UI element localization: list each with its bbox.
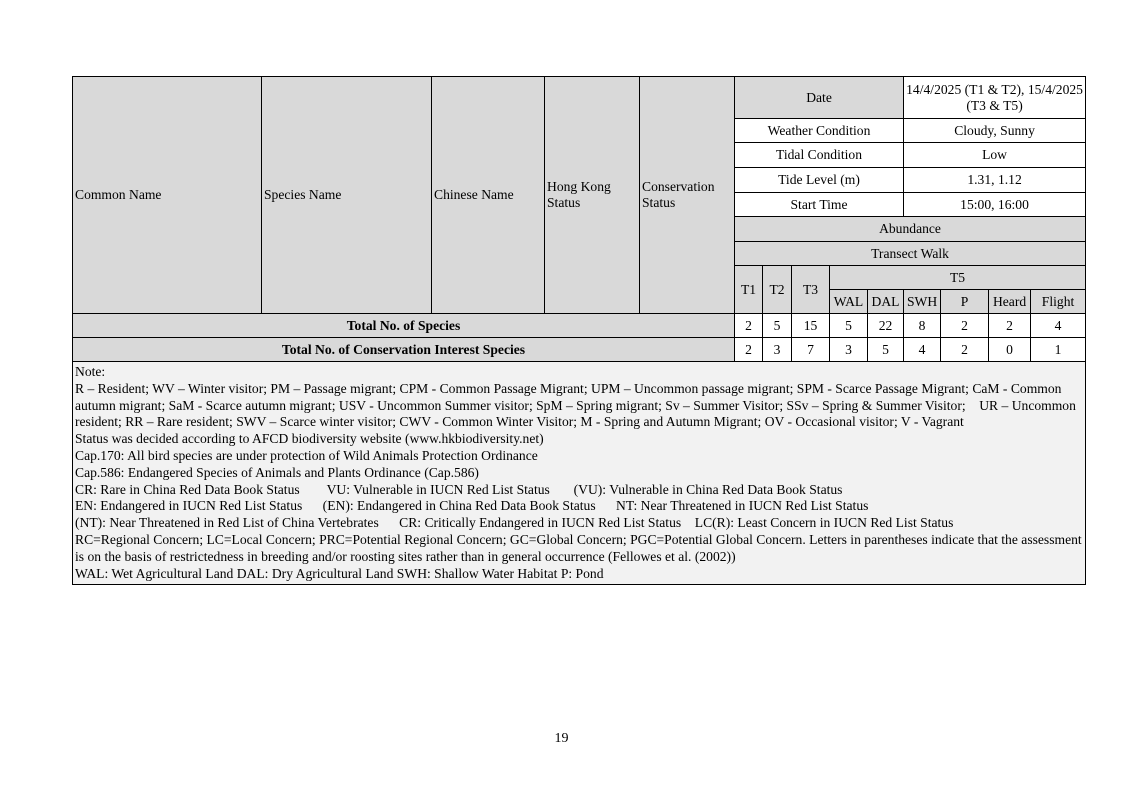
total-species-dal: 22 [868, 314, 904, 338]
note-status-codes: R – Resident; WV – Winter visitor; PM – Passage migrant; CPM - Common Passage Migrant; UPM – Uncommon passage migrant; SPM - Scarce Passage Migrant; CaM - Common autumn migrant; SaM - Scarce autumn migrant; USV - Uncommon Summer visitor; SpM – Spring migrant; Sv – Summer Visitor; SSv – Spring & Summer Visitor; UR – Uncommon resident; RR – Rare resident; SWV – Scarce winter visitor; CWV - Common Winter Visitor; M - Spring and Autumn Migrant; OV - Occasional visitor; V - Vagrant [75, 380, 1080, 430]
total-species-row [73, 314, 1086, 338]
transect-t1: T1 [735, 266, 763, 314]
total-conservation-p: 2 [941, 338, 989, 362]
total-conservation-t2: 3 [763, 338, 792, 362]
header-hk-status: Hong Kong Status [545, 77, 640, 314]
total-species-swh: 8 [904, 314, 941, 338]
t5-flight: Flight [1031, 290, 1086, 314]
total-species-heard: 2 [989, 314, 1031, 338]
weather-value: Cloudy, Sunny [904, 119, 1086, 143]
note-cr-vu: CR: Rare in China Red Data Book Status VU: Vulnerable in IUCN Red List Status (VU): Vulnerable in China Red Data Book Status [75, 481, 843, 497]
total-species-t1: 2 [735, 314, 763, 338]
total-conservation-row [73, 338, 1086, 362]
start-time-label: Start Time [735, 193, 904, 217]
weather-label: Weather Condition [735, 119, 904, 143]
total-species-t2: 5 [763, 314, 792, 338]
total-species-flight: 4 [1031, 314, 1086, 338]
page-number: 19 [554, 731, 569, 746]
survey-table [72, 76, 1086, 585]
header-conservation-status: Conservation Status [640, 77, 735, 314]
note-heading: Note: [75, 364, 106, 379]
total-conservation-t3: 7 [792, 338, 830, 362]
total-species-wal: 5 [830, 314, 868, 338]
note-cap586: Cap.586: Endangered Species of Animals and Plants Ordinance (Cap.586) [75, 464, 479, 480]
date-label: Date [735, 77, 904, 119]
total-conservation-heard: 0 [989, 338, 1031, 362]
total-conservation-swh: 4 [904, 338, 941, 362]
total-species-label: Total No. of Species [73, 314, 735, 338]
note-afcd-source: Status was decided according to AFCD biodiversity website (www.hkbiodiversity.net) [75, 431, 544, 447]
abundance-label: Abundance [735, 217, 1086, 242]
header-common-name: Common Name [73, 77, 262, 314]
tide-level-label: Tide Level (m) [735, 168, 904, 193]
total-conservation-flight: 1 [1031, 338, 1086, 362]
header-chinese-name: Chinese Name [432, 77, 545, 314]
t5-swh: SWH [904, 290, 941, 314]
transect-walk-label: Transect Walk [735, 242, 1086, 266]
t5-p: P [941, 290, 989, 314]
start-time-value: 15:00, 16:00 [904, 193, 1086, 217]
note-habitat-codes: WAL: Wet Agricultural Land DAL: Dry Agricultural Land SWH: Shallow Water Habitat P: Pond [75, 565, 604, 581]
total-species-t3: 15 [792, 314, 830, 338]
total-conservation-t1: 2 [735, 338, 763, 362]
note-nt-cr-lc: (NT): Near Threatened in Red List of China Vertebrates CR: Critically Endangered in IUCN Red List Status LC(R): Least Concern in IUCN Red List Status [75, 515, 954, 531]
total-conservation-dal: 5 [868, 338, 904, 362]
note-concern-codes: RC=Regional Concern; LC=Local Concern; PRC=Potential Regional Concern; GC=Global Concern; PGC=Potential Global Concern. Letters in parentheses indicate that the assessment is on the basis of restrictedness in breeding and/or roosting sites rather than in general occurrence (Fellowes et al. (2002)) [75, 531, 1082, 564]
transect-t2: T2 [763, 266, 792, 314]
total-conservation-wal: 3 [830, 338, 868, 362]
transect-t5: T5 [830, 266, 1086, 290]
tide-level-value: 1.31, 1.12 [904, 168, 1086, 193]
t5-dal: DAL [868, 290, 904, 314]
note-cap170: Cap.170: All bird species are under protection of Wild Animals Protection Ordinance [75, 447, 538, 463]
t5-heard: Heard [989, 290, 1031, 314]
tidal-label: Tidal Condition [735, 143, 904, 168]
notes-cell [73, 362, 1086, 585]
tidal-value: Low [904, 143, 1086, 168]
date-value: 14/4/2025 (T1 & T2), 15/4/2025 (T3 & T5) [904, 77, 1086, 119]
transect-t3: T3 [792, 266, 830, 314]
t5-wal: WAL [830, 290, 868, 314]
note-en-nt: EN: Endangered in IUCN Red List Status (EN): Endangered in China Red Data Book Status NT: Near Threatened in IUCN Red List Status [75, 498, 869, 514]
header-species-name: Species Name [262, 77, 432, 314]
total-conservation-label: Total No. of Conservation Interest Species [73, 338, 735, 362]
total-species-p: 2 [941, 314, 989, 338]
